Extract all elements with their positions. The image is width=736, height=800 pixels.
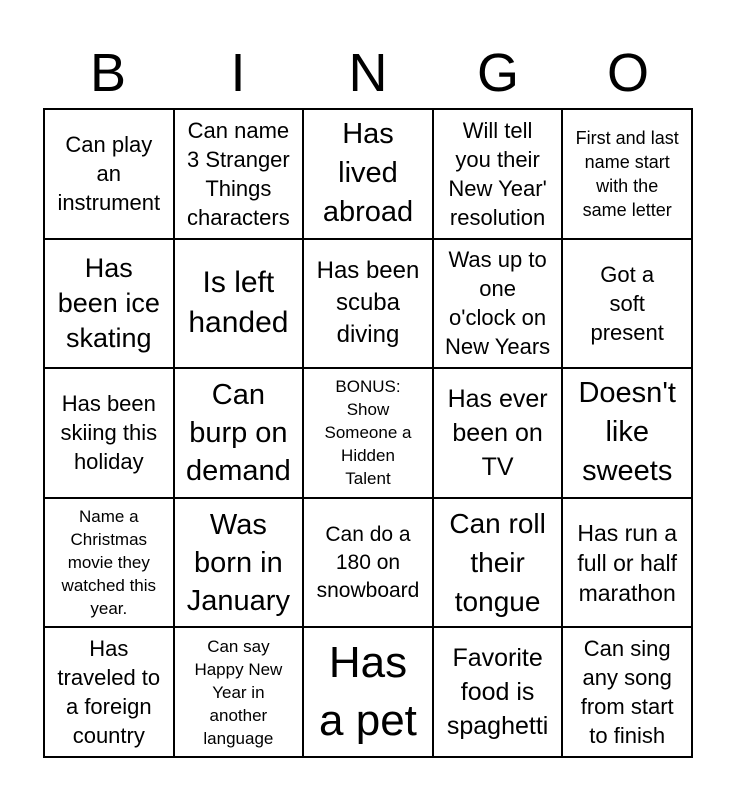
cell-text: Is left handed: [188, 266, 289, 340]
cell-text: Got a soft present: [590, 261, 664, 345]
bingo-cell[interactable]: [434, 499, 564, 629]
bingo-cell[interactable]: [563, 499, 693, 629]
cell-text: Doesn't like sweets: [578, 377, 676, 488]
cell-text: BONUS: Show Someone a Hidden Talent: [324, 377, 412, 489]
cell-text: Has been scuba diving: [316, 257, 420, 349]
bingo-cell[interactable]: [304, 369, 434, 499]
bingo-cell[interactable]: [45, 499, 175, 629]
bingo-cell[interactable]: [45, 240, 175, 370]
cell-text: Can play an instrument: [57, 132, 161, 216]
cell-text: Can roll their tongue: [449, 508, 546, 618]
bingo-cell[interactable]: [434, 628, 564, 758]
cell-text: Can do a 180 on snowboard: [316, 522, 420, 602]
bingo-cell[interactable]: [175, 110, 305, 240]
cell-text: Name a Christmas movie they watched this year.: [61, 507, 157, 619]
cell-text: Has traveled to a foreign country: [57, 636, 161, 749]
bingo-cell[interactable]: [45, 628, 175, 758]
cell-text: Has a pet: [319, 638, 417, 746]
bingo-cell[interactable]: [175, 628, 305, 758]
bingo-cell[interactable]: [563, 110, 693, 240]
cell-text: Can burp on demand: [185, 378, 291, 487]
bingo-cell[interactable]: [563, 628, 693, 758]
bingo-cell[interactable]: [304, 240, 434, 370]
bingo-cell[interactable]: [434, 110, 564, 240]
cell-text: Can sing any song from start to finish: [580, 636, 674, 749]
bingo-cell[interactable]: [175, 240, 305, 370]
bingo-cell[interactable]: [175, 499, 305, 629]
header-letter-o: O: [606, 43, 649, 103]
bingo-cell[interactable]: [563, 240, 693, 370]
bingo-cell[interactable]: [434, 369, 564, 499]
bingo-cell[interactable]: [45, 110, 175, 240]
bingo-grid: [43, 108, 693, 758]
bingo-cell[interactable]: [175, 369, 305, 499]
cell-text: Can say Happy New Year in another language: [194, 636, 283, 748]
cell-text: Has been ice skating: [57, 252, 160, 353]
bingo-cell[interactable]: [563, 369, 693, 499]
bingo-cell[interactable]: [304, 499, 434, 629]
header-letter-n: N: [348, 43, 388, 103]
bingo-header: [43, 38, 693, 108]
bingo-cell[interactable]: [45, 369, 175, 499]
bingo-cell[interactable]: [304, 628, 434, 758]
cell-text: First and last name start with the same letter: [575, 127, 679, 220]
cell-text: Has run a full or half marathon: [577, 519, 678, 606]
cell-text: Has been skiing this holiday: [60, 391, 158, 475]
cell-text: Favorite food is spaghetti: [446, 644, 549, 741]
cell-text: Has lived abroad: [322, 118, 414, 229]
bingo-cell[interactable]: [304, 110, 434, 240]
header-letter-i: I: [230, 43, 246, 103]
header-letter-g: G: [476, 43, 519, 103]
cell-text: Was born in January: [186, 508, 290, 617]
bingo-cell[interactable]: [434, 240, 564, 370]
cell-text: Will tell you their New Year' resolution: [448, 117, 547, 230]
cell-text: Was up to one o'clock on New Years: [445, 247, 551, 360]
cell-text: Has ever been on TV: [447, 384, 548, 481]
header-letter-b: B: [89, 43, 127, 103]
cell-text: Can name 3 Stranger Things characters: [187, 117, 290, 230]
